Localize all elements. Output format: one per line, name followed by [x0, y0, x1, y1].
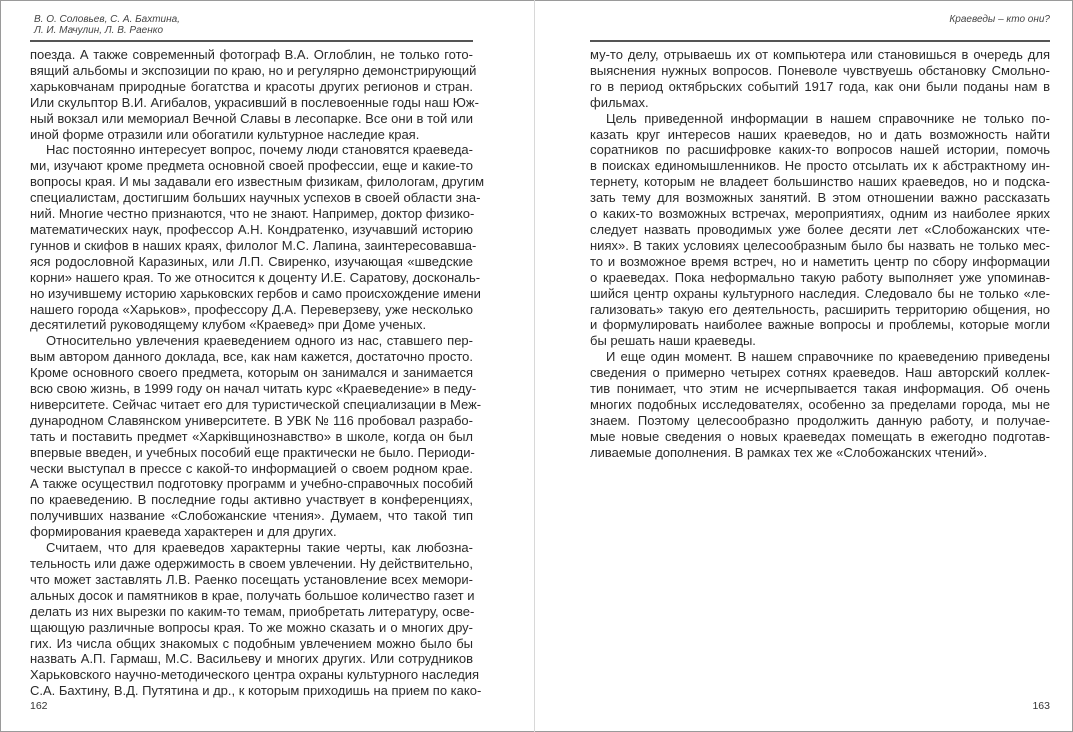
text-line: всю свою жизнь, в 1999 году он начал читать курс «Краеведение» в педу- — [30, 381, 477, 397]
text-line: Или скульптор В.И. Агибалов, украсивший в послевоенные годы наш Юж- — [30, 94, 479, 110]
text-line: щающую различные вопросы края. То же можно сказать и о многих дру- — [30, 619, 473, 635]
header-line: В. О. Соловьев, С. А. Бахтина, — [34, 14, 180, 25]
page-gutter — [534, 0, 535, 732]
paragraph — [590, 349, 1050, 460]
text-line: ниверситете. Сейчас читает его для туристической специализации в Меж- — [30, 396, 482, 412]
text-line: му-то делу, отрываешь их от компьютера или становишься в очередь для — [590, 47, 1050, 62]
text-line: Кроме основного своего предмета, которым он занимался и занимается — [30, 365, 473, 381]
page-number: 162 — [30, 700, 48, 712]
text-line: И еще один момент. В нашем справочнике по краеведению приведены — [606, 349, 1050, 365]
text-line: казать круг интересов наших краеведов, но и дать возможность найти — [590, 126, 1050, 142]
text-line: ный вокзал или мемориал Вечной Славы в лесопарке. Все они в той или — [30, 110, 474, 126]
text-line: сведения о примерно четырех сотнях краеведов. Наш авторский коллек- — [590, 365, 1050, 381]
text-line: шийся центр охраны культурного наследия. Следовало бы не только «ле- — [590, 285, 1050, 301]
text-line: по краеведению. В последние годы активно участвует в конференциях, — [30, 492, 473, 508]
text-line: выяснения нужных вопросов. Поневоле чувствуешь обстановку Смольно- — [590, 62, 1050, 78]
running-header-authors — [34, 14, 180, 36]
text-line: корни» нашего края. То же относится к доценту И.Е. Саратову, доскональ- — [30, 269, 481, 285]
text-line: Относительно увлечения краеведением одного из нас, ставшего пер- — [46, 333, 473, 349]
text-line: поезда. А также современный фотограф В.А. Оглоблин, не только гото- — [30, 47, 473, 62]
paragraph — [30, 142, 485, 333]
text-line: чески выступал в прессе с какой-то информацией о своем родном крае. — [30, 460, 473, 476]
text-line: го в период октябрьских событий 1917 года, как они были поданы нам в — [590, 78, 1050, 94]
text-line: вящий альбомы и экспозиции по краю, но и регулярно демонстрирующий — [30, 62, 477, 78]
text-line: ливаемые дополнения. В рамках тех же «Слобожанских чтений». — [590, 444, 988, 460]
text-line: получивших название «Слобожанские чтения». Думаем, что такой тип — [30, 508, 473, 524]
text-line: о краеведах. Пока неформально такую работу выполняет уже упоминав- — [590, 269, 1050, 285]
header-line: Краеведы – кто они? — [949, 14, 1050, 25]
text-line: вопросы края. И мы задавали его известным физикам, филологам, другим — [30, 174, 485, 190]
text-line: С.А. Бахтину, В.Д. Путятина и др., к которым приходишь на прием по како- — [30, 683, 482, 699]
text-line: в поисках единомышленников. Не просто отсылать их к абстрактному ин- — [590, 158, 1050, 174]
text-line: гуннов и скифов в наших краях, филолог М.С. Лапина, заинтересовавша- — [30, 237, 477, 253]
paragraph — [30, 540, 482, 699]
header-line: Л. И. Мачулин, Л. В. Раенко — [34, 25, 163, 36]
text-line: Харьковского научно-методического центра охраны культурного наследия — [30, 667, 480, 683]
text-line: тельность или даже одержимость в своем увлечении. Ну действительно, — [30, 556, 473, 571]
text-line: следует назвать проводимых уже более десяти лет «Слобожанских чте- — [590, 221, 1050, 237]
text-line: дународном Славянском университете. В УВК № 116 пробовал разрабо- — [30, 412, 473, 428]
text-line: Считаем, что для краеведов характерны такие черты, как любозна- — [46, 540, 473, 556]
page-number: 163 — [1032, 700, 1050, 712]
text-line: альных досок и памятников в крае, получать большое количество газет и — [30, 587, 475, 603]
text-line: яся родословной Каразиных, или Л.П. Свиренко, изучающая «шведские — [30, 253, 473, 269]
text-line: ний. Многие честно признаются, что не знают. Например, доктор физико- — [30, 206, 475, 222]
paragraph — [30, 333, 482, 540]
text-line: бы решать наши краеведы. — [590, 333, 756, 349]
text-line: то и возможное время встреч, но и наметить центр по сбору информации — [590, 253, 1050, 269]
text-line: формирования краеведа характерен и для других. — [30, 524, 337, 540]
paragraph — [590, 47, 1050, 111]
page-body — [30, 47, 485, 699]
paragraph — [30, 47, 479, 142]
text-line: что может заставлять Л.В. Раенко посещать установление всех мемори- — [30, 571, 473, 587]
text-line: гализовать» такую его деятельность, расширить территорию общения, но — [590, 301, 1050, 317]
text-line: Нас постоянно интересует вопрос, почему люди становятся краеведа- — [46, 142, 473, 158]
left-page — [30, 0, 485, 732]
text-line: мые новые сведения о новых краеведах помещать в ежегодно подготав- — [590, 428, 1050, 444]
text-line: назвать А.П. Гармаш, М.С. Васильеву и многих других. Или сотрудников — [30, 651, 473, 667]
text-line: но изучившему историю харьковских гербов и само происхождение имени — [30, 285, 481, 301]
text-line: и формулировать наиболее важные вопросы и проблемы, которые могли — [590, 317, 1050, 333]
text-line: нашего города «Харьков», профессору Д.А. Переверзеву, уже несколько — [30, 301, 473, 317]
text-line: А также осуществил подготовку программ и учебно-справочных пособий — [30, 476, 473, 492]
text-line: фильмах. — [590, 94, 649, 110]
text-line: математических наук, профессор А.Н. Кондратенко, изучавший историю — [30, 221, 473, 237]
text-line: о каких-то возможных встречах, мероприятиях, одним из наиболее ярких — [590, 206, 1050, 222]
page-body — [590, 47, 1050, 461]
text-line: впервые введен, и учебных пособий еще практически не было. Периоди- — [30, 444, 475, 460]
text-line: соратников по расшифровке каких-то вопросов нашей истории, помочь — [590, 142, 1050, 158]
text-line: делать из них вырезки по каким-то темам, приобретать литературу, осве- — [30, 603, 475, 619]
text-line: зать тему для возможных занятий. В этом отношении важно рассказать — [590, 190, 1050, 206]
text-line: харьковчанам природные богатства и красоты других регионов и стран. — [30, 78, 473, 94]
right-page — [590, 0, 1050, 732]
paragraph — [590, 111, 1050, 350]
text-line: Цель приведенной информации в нашем справочнике не только по- — [606, 110, 1050, 126]
text-line: гих. Из числа общих знакомых с подобным увлечением можно было бы — [30, 635, 473, 651]
text-line: иной форме отразили или обогатили культурное наследие края. — [30, 126, 420, 142]
text-line: тернету, которым не владеет большинство наших краеведов, но и подска- — [590, 174, 1050, 190]
text-line: специалистам, достигшим больших научных успехов в своей области зна- — [30, 190, 481, 206]
header-rule — [30, 40, 473, 42]
text-line: тив понимает, что этим не исчерпывается такая информация. Об очень — [590, 381, 1050, 397]
text-line: ми, изучают кроме предмета основной своей профессии, еще и какие-то — [30, 158, 473, 174]
text-line: тать и поставить предмет «Харківщинознавство» в школе, когда он был — [30, 428, 473, 444]
text-line: многих подобных исследователях, особенно за пределами города, мы не — [590, 396, 1050, 412]
text-line: знаем. Поэтому целесообразно продолжить данную работу, и получае- — [590, 412, 1050, 428]
text-line: десятилетий руководящему клубом «Краевед» при Доме ученых. — [30, 317, 427, 333]
running-header-title — [949, 14, 1050, 25]
text-line: ниях». В таких условиях целесообразным было бы назвать не только мес- — [590, 237, 1050, 253]
text-line: вым автором данного доклада, все, как нам кажется, достаточно просто. — [30, 349, 473, 365]
header-rule — [590, 40, 1050, 42]
